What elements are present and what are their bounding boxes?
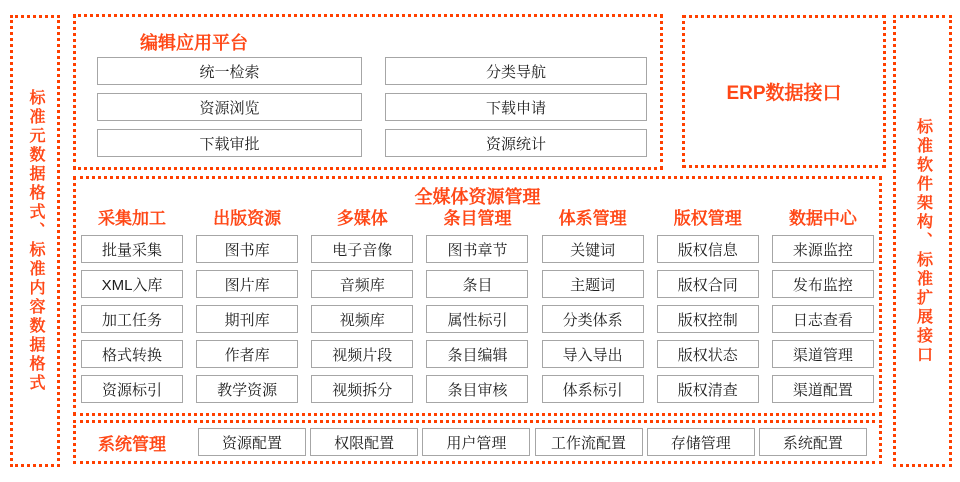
column-header: 多媒体	[336, 209, 388, 228]
module-box: 版权清查	[657, 375, 759, 403]
left-strip-label: 标准元数据格式、标准内容数据格式	[27, 89, 44, 393]
module-box: 格式转换	[81, 340, 183, 368]
column-entry-management	[426, 207, 528, 410]
column-header: 数据中心	[788, 209, 857, 228]
column-taxonomy-management	[542, 207, 644, 410]
column-header: 出版资源	[213, 209, 282, 228]
module-box: 渠道配置	[772, 375, 874, 403]
module-box: 图书章节	[426, 235, 528, 263]
module-box: 日志查看	[772, 305, 874, 333]
module-box: 渠道管理	[772, 340, 874, 368]
column-publishing-resources	[196, 207, 298, 410]
module-box: 条目审核	[426, 375, 528, 403]
editing-platform-grid	[97, 57, 647, 157]
left-standards-strip	[10, 15, 60, 467]
module-box-workflow-config: 工作流配置	[535, 428, 643, 456]
column-data-center	[772, 207, 874, 410]
module-box: 作者库	[196, 340, 298, 368]
editing-platform-panel	[73, 14, 663, 170]
module-box-download-request: 下载申请	[385, 93, 647, 121]
module-box: 批量采集	[81, 235, 183, 263]
module-box: 视频拆分	[311, 375, 413, 403]
media-resource-panel	[73, 176, 882, 416]
module-box: 体系标引	[542, 375, 644, 403]
system-management-title: 系统管理	[98, 434, 166, 454]
column-copyright-management	[657, 207, 759, 410]
module-box: 加工任务	[81, 305, 183, 333]
column-header: 体系管理	[558, 209, 627, 228]
module-box: 资源标引	[81, 375, 183, 403]
module-box-permission-config: 权限配置	[310, 428, 418, 456]
module-box: 属性标引	[426, 305, 528, 333]
module-box: 版权信息	[657, 235, 759, 263]
module-box-storage-management: 存储管理	[647, 428, 755, 456]
module-box: 音频库	[311, 270, 413, 298]
module-box: 来源监控	[772, 235, 874, 263]
module-box: 版权合同	[657, 270, 759, 298]
module-box: 版权控制	[657, 305, 759, 333]
right-strip-label: 标准软件架构、标准扩展接口	[914, 117, 932, 365]
module-box: 电子音像	[311, 235, 413, 263]
module-box: 视频库	[311, 305, 413, 333]
module-box: 发布监控	[772, 270, 874, 298]
module-box: 版权状态	[657, 340, 759, 368]
system-management-row	[198, 428, 867, 456]
column-multimedia	[311, 207, 413, 410]
module-box: 视频片段	[311, 340, 413, 368]
module-box: 导入导出	[542, 340, 644, 368]
system-management-panel	[73, 420, 882, 464]
module-box: 条目	[426, 270, 528, 298]
module-box-resource-config: 资源配置	[198, 428, 306, 456]
module-box: 主题词	[542, 270, 644, 298]
module-box: 分类体系	[542, 305, 644, 333]
editing-platform-title: 编辑应用平台	[140, 33, 248, 53]
column-header: 条目管理	[443, 209, 512, 228]
module-box: 关键词	[542, 235, 644, 263]
column-header: 采集加工	[98, 209, 166, 228]
module-box: 期刊库	[196, 305, 298, 333]
module-box-user-management: 用户管理	[422, 428, 530, 456]
column-header: 版权管理	[673, 209, 742, 228]
erp-interface-box: ERP数据接口	[682, 15, 886, 168]
module-box: 图片库	[196, 270, 298, 298]
module-box: 图书库	[196, 235, 298, 263]
module-box: 条目编辑	[426, 340, 528, 368]
media-resource-columns	[81, 207, 874, 410]
module-box-system-config: 系统配置	[759, 428, 867, 456]
module-box-resource-stats: 资源统计	[385, 129, 647, 157]
module-box-category-nav: 分类导航	[385, 57, 647, 85]
module-box-resource-browse: 资源浏览	[97, 93, 362, 121]
column-collection-processing	[81, 207, 183, 410]
module-box-unified-search: 统一检索	[97, 57, 362, 85]
module-box: XML入库	[81, 270, 183, 298]
media-resource-title: 全媒体资源管理	[414, 187, 541, 207]
module-box-download-approval: 下载审批	[97, 129, 362, 157]
module-box: 教学资源	[196, 375, 298, 403]
right-standards-strip	[893, 15, 952, 467]
